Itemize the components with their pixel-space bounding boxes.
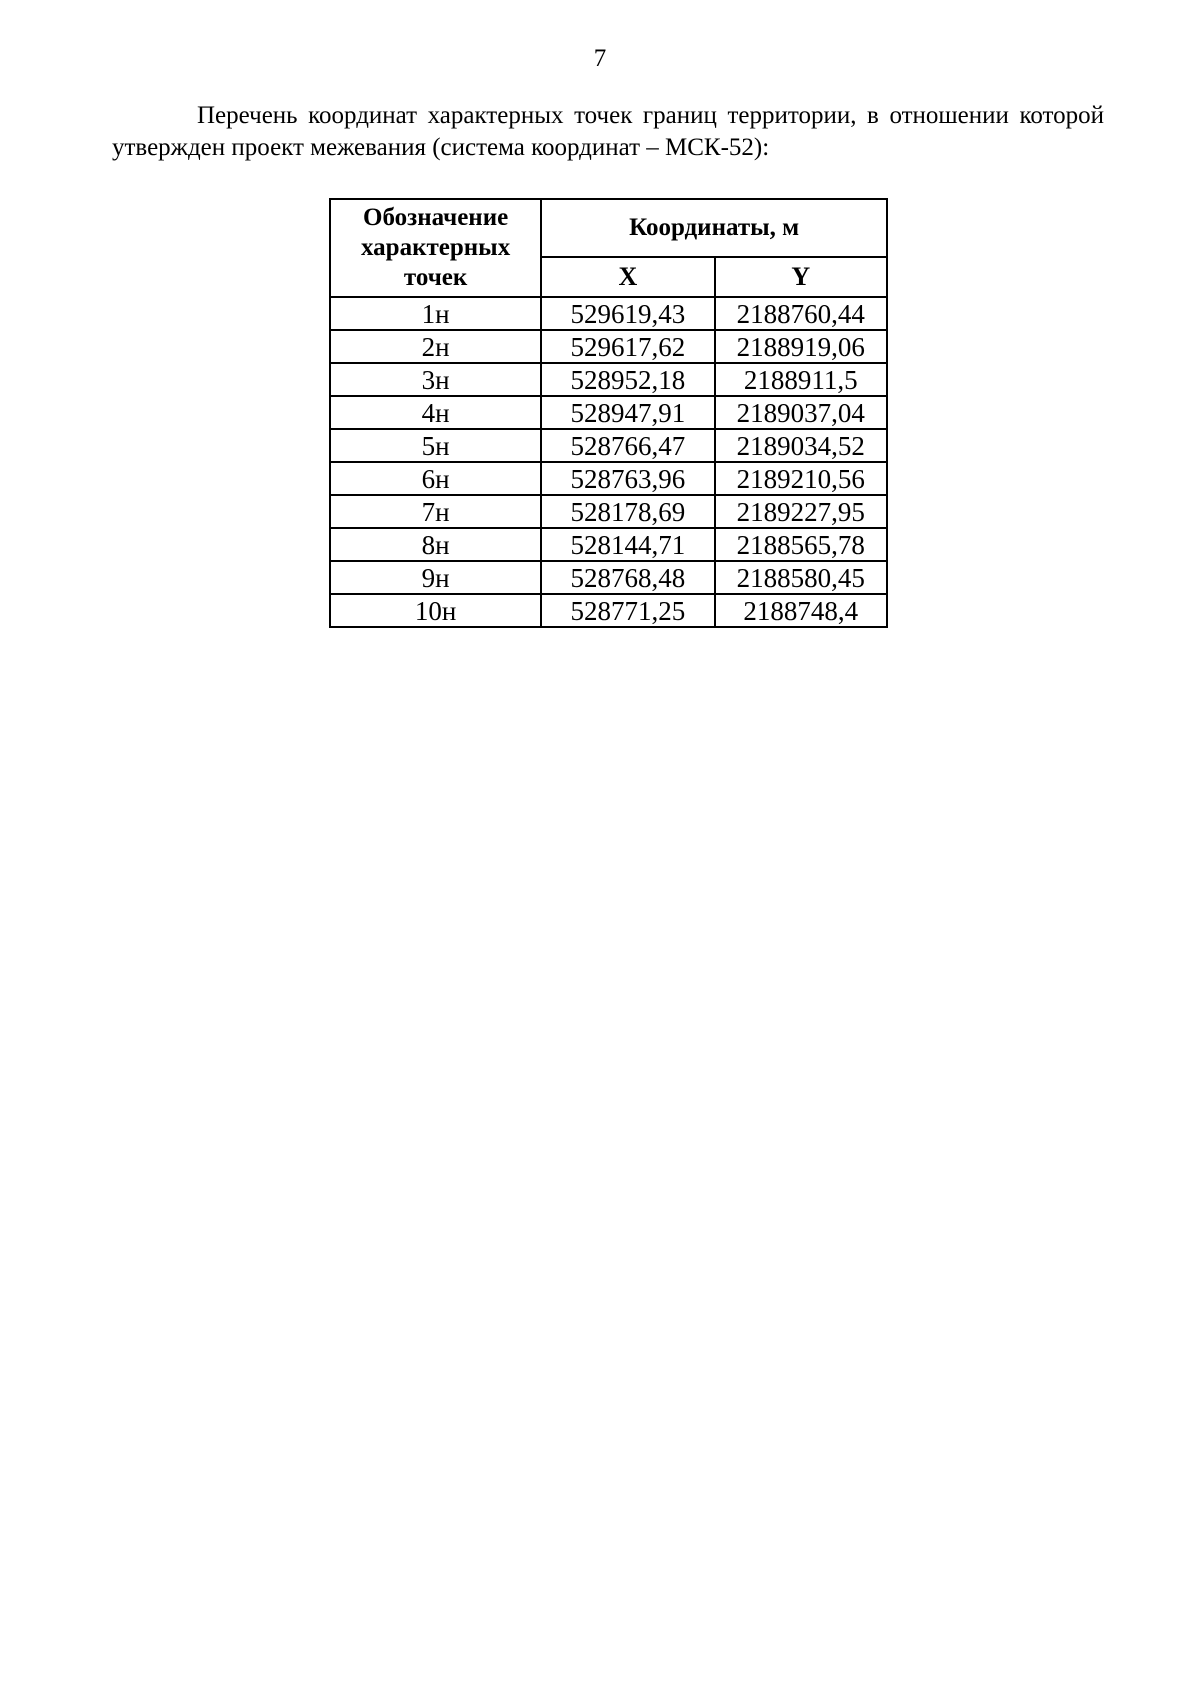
header-row — [330, 199, 887, 257]
table-row — [330, 495, 887, 528]
point-cell: 2н — [330, 330, 541, 363]
x-cell: 528144,71 — [541, 528, 714, 561]
table-row — [330, 462, 887, 495]
header-point-designation: Обозначение характерных точек — [330, 199, 541, 297]
y-cell: 2188565,78 — [715, 528, 887, 561]
y-cell: 2188580,45 — [715, 561, 887, 594]
table-row — [330, 528, 887, 561]
point-cell: 8н — [330, 528, 541, 561]
x-cell: 528178,69 — [541, 495, 714, 528]
header-x: X — [541, 257, 714, 297]
table-row — [330, 561, 887, 594]
y-cell: 2188919,06 — [715, 330, 887, 363]
table-header — [330, 199, 887, 297]
x-cell: 528766,47 — [541, 429, 714, 462]
point-cell: 7н — [330, 495, 541, 528]
x-cell: 528763,96 — [541, 462, 714, 495]
header-coordinates: Координаты, м — [541, 199, 887, 257]
point-cell: 3н — [330, 363, 541, 396]
point-cell: 6н — [330, 462, 541, 495]
y-cell: 2188748,4 — [715, 594, 887, 627]
header-y: Y — [715, 257, 887, 297]
table-row — [330, 297, 887, 330]
x-cell: 529619,43 — [541, 297, 714, 330]
y-cell: 2188760,44 — [715, 297, 887, 330]
y-cell: 2189210,56 — [715, 462, 887, 495]
coordinates-table — [329, 198, 888, 628]
intro-paragraph: Перечень координат характерных точек границ территории, в отношении которой утвержден проект межевания (система координат – МСК-52): — [112, 102, 1104, 161]
point-cell: 10н — [330, 594, 541, 627]
table-row — [330, 594, 887, 627]
table-body — [330, 297, 887, 627]
y-cell: 2189227,95 — [715, 495, 887, 528]
x-cell: 528768,48 — [541, 561, 714, 594]
x-cell: 529617,62 — [541, 330, 714, 363]
x-cell: 528771,25 — [541, 594, 714, 627]
point-cell: 9н — [330, 561, 541, 594]
table-row — [330, 363, 887, 396]
table-row — [330, 429, 887, 462]
y-cell: 2189034,52 — [715, 429, 887, 462]
page-number: 7 — [593, 45, 607, 72]
table-row — [330, 330, 887, 363]
x-cell: 528952,18 — [541, 363, 714, 396]
y-cell: 2188911,5 — [715, 363, 887, 396]
y-cell: 2189037,04 — [715, 396, 887, 429]
point-cell: 1н — [330, 297, 541, 330]
point-cell: 4н — [330, 396, 541, 429]
table-row — [330, 396, 887, 429]
x-cell: 528947,91 — [541, 396, 714, 429]
point-cell: 5н — [330, 429, 541, 462]
